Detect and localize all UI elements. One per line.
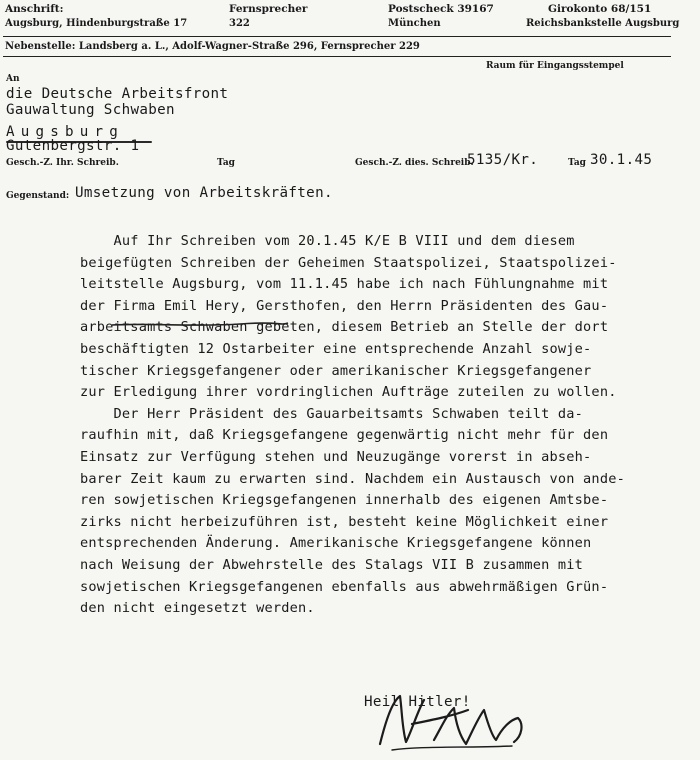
body-line: beschäftigten 12 Ostarbeiter eine entsprechende Anzahl sowje- — [80, 340, 592, 357]
body-line: tischer Kriegsgefangener oder amerikanischer Kriegsgefangener — [80, 362, 592, 379]
ref-tag2-label: Tag — [568, 158, 586, 168]
header-fernsprecher-value: 322 — [229, 18, 250, 29]
address-line-2: Gauwaltung Schwaben — [6, 102, 175, 118]
address-line-1: die Deutsche Arbeitsfront — [6, 86, 229, 102]
subject-value: Umsetzung von Arbeitskräften. — [75, 185, 333, 201]
header-postscheck-label: Postscheck 39167 — [388, 3, 494, 15]
ref-dies-schreiben-label: Gesch.-Z. dies. Schreib. — [355, 158, 474, 168]
body-line: Der Herr Präsident des Gauarbeitsamts Schwaben teilt da- — [80, 405, 584, 422]
handwritten-underline — [110, 318, 290, 332]
body-line: leitstelle Augsburg, vom 11.1.45 habe ich nach Fühlungnahme mit — [80, 276, 609, 293]
header-girokonto-label: Girokonto 68/151 — [548, 3, 652, 15]
address-an-label: An — [6, 74, 20, 84]
header-anschrift-value: Augsburg, Hindenburgstraße 17 — [5, 18, 188, 29]
body-line: zirks nicht herbeizuführen ist, besteht keine Möglichkeit einer — [80, 513, 609, 530]
signature — [372, 680, 542, 756]
body-line: den nicht eingesetzt werden. — [80, 600, 315, 617]
body-line: ren sowjetischen Kriegsgefangenen innerhalb des eigenen Amtsbe- — [80, 492, 609, 509]
subject-label: Gegenstand: — [6, 191, 70, 201]
body-line: zur Erledigung ihrer vordringlichen Aufträge zuteilen zu wollen. — [80, 384, 617, 401]
body-line: entsprechenden Änderung. Amerikanische Kriegsgefangene können — [80, 535, 592, 552]
letter-body — [80, 231, 625, 620]
eingangsstempel-label: Raum für Eingangsstempel — [486, 61, 624, 71]
body-line: raufhin mit, daß Kriegsgefangene gegenwärtig nicht mehr für den — [80, 427, 609, 444]
header-fernsprecher-label: Fernsprecher — [229, 3, 308, 15]
address-street: Gutenbergstr. 1 — [6, 138, 140, 154]
body-line: der Firma Emil Hery, Gersthofen, den Herrn Präsidenten des Gau- — [80, 297, 609, 314]
ref-dies-schreiben-value: 5135/Kr. — [467, 152, 539, 168]
body-line: barer Zeit kaum zu erwarten sind. Nachdem ein Austausch von ande- — [80, 470, 625, 487]
header-nebenstelle: Nebenstelle: Landsberg a. L., Adolf-Wagner-Straße 296, Fernsprecher 229 — [5, 41, 420, 52]
header-anschrift-label: Anschrift: — [5, 3, 64, 15]
header-girokonto-value: Reichsbankstelle Augsburg — [526, 18, 680, 29]
body-line: arbeitsamts Schwaben gebeten, diesem Betrieb an Stelle der dort — [80, 319, 609, 336]
address-city: Augsburg — [6, 124, 124, 140]
closing-text: Heil Hitler! — [364, 694, 471, 710]
ref-tag2-value: 30.1.45 — [590, 152, 653, 168]
ref-ihr-schreiben-label: Gesch.-Z. Ihr. Schreib. — [6, 158, 119, 168]
body-line: Einsatz zur Verfügung stehen und Neuzugänge vorerst in abseh- — [80, 448, 592, 465]
body-line: sowjetischen Kriegsgefangenen ebenfalls aus abwehrmäßigen Grün- — [80, 578, 609, 595]
ref-tag-label: Tag — [217, 158, 235, 168]
header-postscheck-value: München — [388, 18, 441, 29]
body-line: nach Weisung der Abwehrstelle des Stalags VII B zusammen mit — [80, 556, 584, 573]
body-line: Auf Ihr Schreiben vom 20.1.45 K/E B VIII und dem diesem — [80, 233, 575, 249]
body-line: beigefügten Schreiben der Geheimen Staatspolizei, Staatspolizei- — [80, 254, 617, 271]
header-rule-2 — [3, 56, 671, 57]
header-rule — [3, 36, 671, 37]
